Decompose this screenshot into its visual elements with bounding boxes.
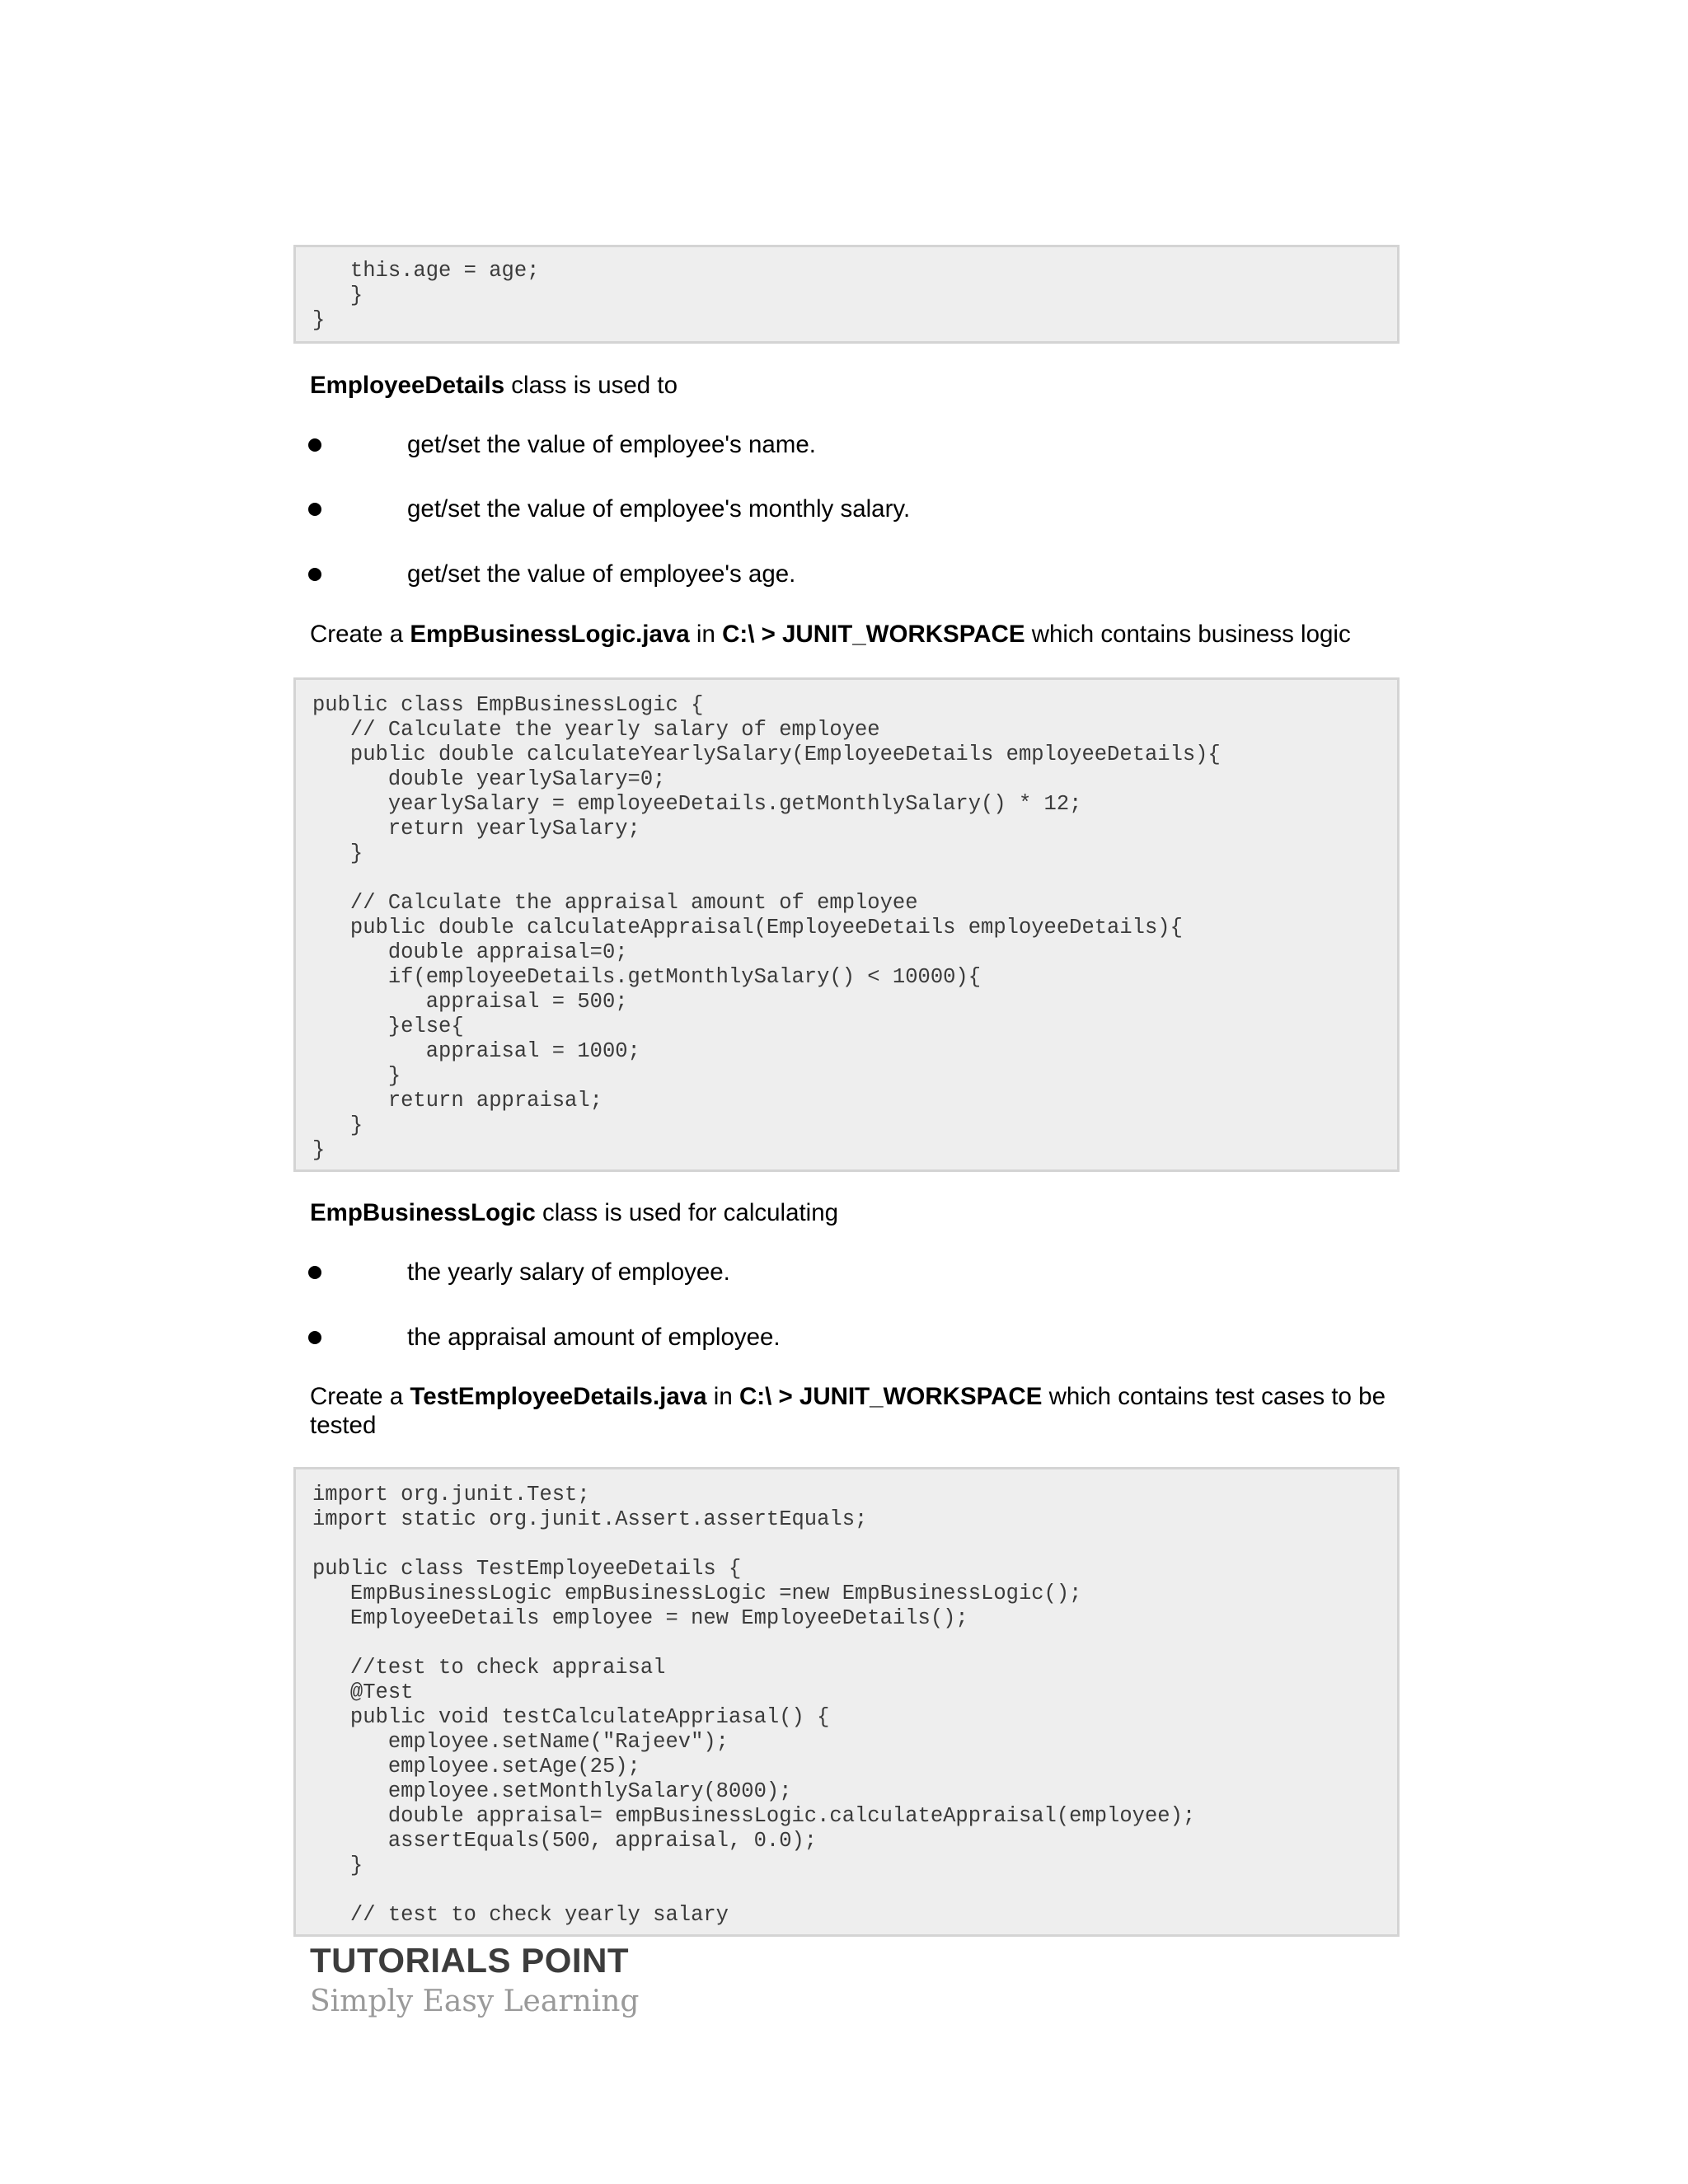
code-block-emp-business-logic	[293, 677, 1400, 1172]
code-line: @Test	[312, 1680, 414, 1704]
code-line: return yearlySalary;	[312, 817, 640, 841]
class-name: EmpBusinessLogic	[310, 1199, 536, 1226]
code-line: EmpBusinessLogic empBusinessLogic =new EmpBusinessLogic();	[312, 1582, 1082, 1605]
brand-title: TUTORIALS POINT	[310, 1941, 630, 1980]
code-line: this.age = age;	[312, 259, 540, 283]
code-line: public double calculateAppraisal(EmployeeDetails employeeDetails){	[312, 916, 1183, 940]
text: in	[689, 621, 723, 648]
text: Create a	[310, 1383, 410, 1410]
code-line: }	[312, 1854, 363, 1877]
text: Create a	[310, 621, 410, 648]
code-line: if(employeeDetails.getMonthlySalary() < 10000){	[312, 965, 982, 989]
bullet-icon	[308, 503, 321, 516]
code-line: double appraisal= empBusinessLogic.calculateAppraisal(employee);	[312, 1804, 1196, 1828]
code-line: }	[312, 284, 363, 307]
list-item: the yearly salary of employee.	[407, 1258, 730, 1286]
brand-tagline: Simply Easy Learning	[310, 1985, 640, 2018]
code-line: // Calculate the appraisal amount of employee	[312, 891, 918, 915]
employee-details-intro	[310, 371, 1386, 400]
business-logic-intro	[310, 1198, 1386, 1227]
code-block-test-employee-details	[293, 1467, 1400, 1937]
list-item: get/set the value of employee's age.	[407, 560, 796, 588]
workspace-path: C:\ > JUNIT_WORKSPACE	[738, 1383, 1043, 1410]
code-line: }	[312, 841, 363, 865]
code-line: EmployeeDetails employee = new EmployeeDetails();	[312, 1606, 968, 1630]
code-line: public class EmpBusinessLogic {	[312, 693, 704, 717]
code-line: import static org.junit.Assert.assertEquals;	[312, 1507, 868, 1531]
create-test-paragraph	[310, 1382, 1386, 1440]
code-line: // Calculate the yearly salary of employee	[312, 718, 880, 742]
class-name: EmployeeDetails	[310, 372, 505, 399]
code-line: employee.setName("Rajeev");	[312, 1730, 729, 1754]
code-line: double appraisal=0;	[312, 940, 628, 964]
code-line: }	[312, 1113, 363, 1137]
file-name: EmpBusinessLogic.java	[410, 621, 690, 648]
intro-text: class is used for calculating	[535, 1199, 839, 1226]
code-line: }else{	[312, 1015, 464, 1038]
code-line: }	[312, 1138, 326, 1162]
code-line: return appraisal;	[312, 1089, 603, 1113]
code-line: }	[312, 308, 326, 332]
code-line: //test to check appraisal	[312, 1656, 666, 1680]
bullet-icon	[308, 438, 321, 452]
bullet-icon	[308, 1266, 321, 1279]
code-block-age-setter	[293, 245, 1400, 344]
intro-text: class is used to	[504, 372, 678, 399]
code-line: appraisal = 500;	[312, 990, 628, 1014]
code-line: }	[312, 1064, 401, 1088]
code-line: double yearlySalary=0;	[312, 767, 666, 791]
bullet-icon	[308, 1331, 321, 1344]
workspace-path: C:\ > JUNIT_WORKSPACE	[722, 621, 1025, 648]
text: which contains business logic	[1025, 621, 1351, 648]
code-line: public void testCalculateAppriasal() {	[312, 1705, 830, 1729]
code-line: // test to check yearly salary	[312, 1903, 729, 1927]
create-business-logic-paragraph	[310, 620, 1386, 649]
code-line: assertEquals(500, appraisal, 0.0);	[312, 1829, 818, 1853]
list-item: the appraisal amount of employee.	[407, 1324, 781, 1351]
list-item: get/set the value of employee's name.	[407, 431, 816, 458]
list-item: get/set the value of employee's monthly salary.	[407, 495, 911, 523]
file-name: TestEmployeeDetails.java	[410, 1383, 707, 1410]
code-line: appraisal = 1000;	[312, 1039, 640, 1063]
code-line: public double calculateYearlySalary(EmployeeDetails employeeDetails){	[312, 743, 1221, 766]
code-line: employee.setAge(25);	[312, 1755, 640, 1779]
text: which contains test cases to be tested	[310, 1383, 1386, 1439]
code-line: employee.setMonthlySalary(8000);	[312, 1779, 792, 1803]
code-line: yearlySalary = employeeDetails.getMonthlySalary() * 12;	[312, 792, 1082, 816]
bullet-icon	[308, 568, 321, 581]
code-line: import org.junit.Test;	[312, 1483, 590, 1507]
code-line: public class TestEmployeeDetails {	[312, 1557, 742, 1581]
text: in	[706, 1383, 739, 1410]
